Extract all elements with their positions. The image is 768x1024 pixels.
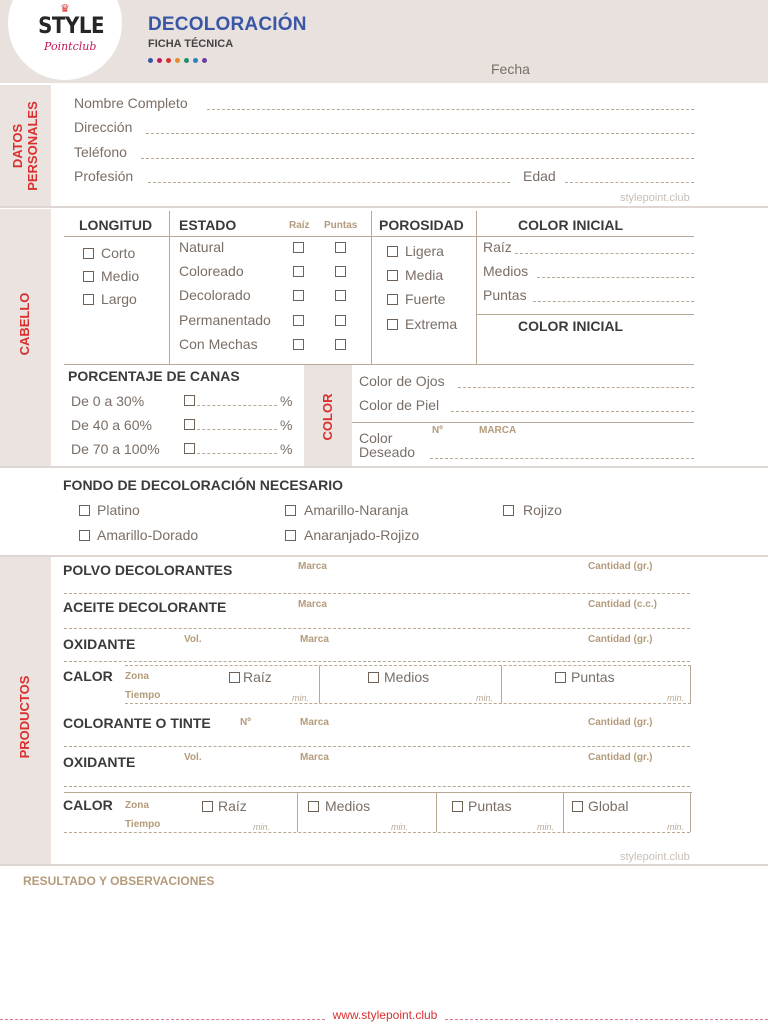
- table-col-divider: [169, 211, 170, 364]
- marca-label: Marca: [300, 717, 329, 728]
- zone-divider: [690, 666, 691, 703]
- canas-unit: %: [280, 417, 293, 433]
- color-dot: [193, 58, 198, 63]
- zone-divider: [319, 666, 320, 703]
- min-label: min.: [537, 822, 555, 832]
- canas-option: De 70 a 100%: [71, 441, 160, 457]
- page-title: DECOLORACIÓN: [148, 14, 307, 35]
- zona-option: Medios: [384, 669, 430, 685]
- nombre-field[interactable]: [207, 109, 694, 110]
- min-label: min.: [292, 693, 310, 703]
- checkbox-rojizo[interactable]: [503, 505, 514, 516]
- longitud-option: Corto: [101, 245, 136, 261]
- direccion-label: Dirección: [74, 119, 133, 135]
- oxidante-label: OXIDANTE: [63, 636, 136, 652]
- checkbox-coloreado-raiz[interactable]: [293, 266, 304, 277]
- table-rule: [352, 422, 694, 423]
- checkbox-amarillo-dorado[interactable]: [79, 530, 90, 541]
- longitud-option: Largo: [101, 291, 137, 307]
- canas-field-40-60[interactable]: [197, 429, 277, 430]
- checkbox-mechas-raiz[interactable]: [293, 339, 304, 350]
- canas-option: De 40 a 60%: [71, 417, 152, 433]
- tiempo-label: Tiempo: [125, 819, 161, 830]
- aceite-field[interactable]: [64, 628, 690, 629]
- porosidad-option: Fuerte: [405, 291, 446, 307]
- checkbox-natural-puntas[interactable]: [335, 242, 346, 253]
- min-label: min.: [667, 693, 685, 703]
- color-dot: [175, 58, 180, 63]
- checkbox-ligera[interactable]: [387, 246, 398, 257]
- zona-option: Global: [588, 798, 629, 814]
- checkbox-permanentado-raiz[interactable]: [293, 315, 304, 326]
- zone-divider: [563, 793, 564, 832]
- polvo-label: POLVO DECOLORANTES: [63, 562, 233, 578]
- checkbox-mechas-puntas[interactable]: [335, 339, 346, 350]
- canas-unit: %: [280, 393, 293, 409]
- color-inicial-puntas-field[interactable]: [533, 301, 694, 302]
- divider: [0, 466, 768, 468]
- cantidad-label: Cantidad (gr.): [588, 561, 653, 572]
- aceite-label: ACEITE DECOLORANTE: [63, 599, 227, 615]
- table-col-divider: [371, 211, 372, 364]
- oxidante-field[interactable]: [64, 661, 690, 662]
- color-inicial-title: COLOR INICIAL: [518, 217, 623, 233]
- zone-divider: [436, 793, 437, 832]
- checkbox-permanentado-puntas[interactable]: [335, 315, 346, 326]
- checkbox-calor2-raiz[interactable]: [202, 801, 213, 812]
- edad-field[interactable]: [565, 182, 694, 183]
- checkbox-medio[interactable]: [83, 271, 94, 282]
- colorante-field[interactable]: [64, 746, 690, 747]
- color-deseado-marca: MARCA: [479, 425, 517, 436]
- zona-option: Puntas: [468, 798, 512, 814]
- cantidad-label: Cantidad (gr.): [588, 634, 653, 645]
- checkbox-fuerte[interactable]: [387, 294, 398, 305]
- polvo-field[interactable]: [64, 593, 690, 594]
- calor-time-field[interactable]: [125, 703, 691, 704]
- footer-url[interactable]: www.stylepoint.club: [332, 1008, 438, 1022]
- section-label-datos: [10, 86, 40, 206]
- canas-field-70-100[interactable]: [197, 453, 277, 454]
- section-label-line1: DATOS: [10, 123, 25, 169]
- fondo-option: Amarillo-Naranja: [304, 502, 409, 518]
- checkbox-corto[interactable]: [83, 248, 94, 259]
- canas-title: PORCENTAJE DE CANAS: [68, 368, 240, 384]
- cantidad-label: Cantidad (c.c.): [588, 599, 657, 610]
- min-label: min.: [476, 693, 494, 703]
- checkbox-media[interactable]: [387, 270, 398, 281]
- min-label: min.: [391, 822, 409, 832]
- zona-label: Zona: [125, 671, 149, 682]
- footer-rule-right: [445, 1019, 768, 1020]
- table-rule: [64, 364, 694, 365]
- checkbox-largo[interactable]: [83, 294, 94, 305]
- marca-label: Marca: [298, 599, 327, 610]
- estado-title: ESTADO: [179, 217, 237, 233]
- footer-rule-left: [0, 1019, 325, 1020]
- color-dot: [148, 58, 153, 63]
- color-dot: [157, 58, 162, 63]
- resultado-title: RESULTADO Y OBSERVACIONES: [23, 874, 215, 888]
- watermark: stylepoint.club: [620, 851, 690, 863]
- marca-label: Marca: [300, 634, 329, 645]
- colorante-label: COLORANTE O TINTE: [63, 715, 211, 731]
- color-inicial-medios-label: Medios: [483, 263, 529, 279]
- checkbox-amarillo-naranja[interactable]: [285, 505, 296, 516]
- porosidad-option: Ligera: [405, 243, 444, 259]
- canas-unit: %: [280, 441, 293, 457]
- checkbox-calor2-puntas[interactable]: [452, 801, 463, 812]
- zone-divider: [690, 793, 691, 832]
- page-subtitle: FICHA TÉCNICA: [148, 38, 234, 50]
- section-label-line2: PERSONALES: [25, 101, 40, 191]
- canas-option: De 0 a 30%: [71, 393, 145, 409]
- checkbox-decolorado-puntas[interactable]: [335, 290, 346, 301]
- zona-label: Zona: [125, 800, 149, 811]
- watermark: stylepoint.club: [620, 192, 690, 204]
- estado-option: Con Mechas: [179, 336, 258, 352]
- zona-option: Medios: [325, 798, 371, 814]
- checkbox-calor1-puntas[interactable]: [555, 672, 566, 683]
- color-piel-label: Color de Piel: [359, 397, 440, 413]
- color-inicial-raiz-label: Raíz: [483, 239, 512, 255]
- fondo-option: Rojizo: [523, 502, 562, 518]
- calor-time-field[interactable]: [64, 832, 690, 833]
- marca-label: Marca: [300, 752, 329, 763]
- estado-col-raiz: Raíz: [289, 220, 310, 231]
- estado-col-puntas: Puntas: [324, 220, 358, 231]
- direccion-field[interactable]: [146, 133, 694, 134]
- fondo-option: Anaranjado-Rojizo: [304, 527, 420, 543]
- estado-option: Decolorado: [179, 287, 251, 303]
- checkbox-canas-40-60[interactable]: [184, 419, 195, 430]
- table-rule: [476, 314, 694, 315]
- checkbox-calor2-global[interactable]: [572, 801, 583, 812]
- checkbox-calor1-raiz[interactable]: [229, 672, 240, 683]
- profesion-label: Profesión: [74, 168, 134, 184]
- color-side-label: COLOR: [320, 393, 335, 441]
- cantidad-label: Cantidad (gr.): [588, 717, 653, 728]
- color-inicial-puntas-label: Puntas: [483, 287, 527, 303]
- color-dot: [166, 58, 171, 63]
- fondo-option: Amarillo-Dorado: [97, 527, 199, 543]
- porosidad-option: Extrema: [405, 316, 458, 332]
- color-piel-field[interactable]: [451, 411, 694, 412]
- checkbox-canas-70-100[interactable]: [184, 443, 195, 454]
- checkbox-canas-0-30[interactable]: [184, 395, 195, 406]
- table-rule: [64, 236, 694, 237]
- vol-label: Vol.: [184, 752, 202, 763]
- color-deseado-label-1: Color: [359, 430, 393, 446]
- divider: [0, 864, 768, 866]
- section-label-productos: PRODUCTOS: [17, 675, 32, 759]
- longitud-option: Medio: [101, 268, 140, 284]
- table-col-divider: [476, 211, 477, 364]
- oxidante-field[interactable]: [64, 786, 690, 787]
- longitud-title: LONGITUD: [79, 217, 153, 233]
- checkbox-platino[interactable]: [79, 505, 90, 516]
- checkbox-calor1-medios[interactable]: [368, 672, 379, 683]
- fondo-title: FONDO DE DECOLORACIÓN NECESARIO: [63, 477, 344, 493]
- zone-divider: [297, 793, 298, 832]
- marca-label: Marca: [298, 561, 327, 572]
- logo-script: Pointclub: [44, 40, 97, 53]
- divider: [0, 206, 768, 208]
- profesion-field[interactable]: [148, 182, 510, 183]
- oxidante-label: OXIDANTE: [63, 754, 136, 770]
- canas-field-0-30[interactable]: [197, 405, 277, 406]
- date-label: Fecha: [491, 61, 530, 77]
- divider: [0, 555, 768, 557]
- color-dot: [184, 58, 189, 63]
- checkbox-calor2-medios[interactable]: [308, 801, 319, 812]
- no-label: Nº: [240, 717, 251, 728]
- table-rule: [64, 792, 692, 793]
- checkbox-natural-raiz[interactable]: [293, 242, 304, 253]
- zona-option: Puntas: [571, 669, 615, 685]
- zona-option: Raíz: [218, 798, 247, 814]
- vol-label: Vol.: [184, 634, 202, 645]
- edad-label: Edad: [523, 168, 556, 184]
- calor-label: CALOR: [63, 797, 113, 813]
- checkbox-extrema[interactable]: [387, 319, 398, 330]
- section-label-cabello: CABELLO: [17, 292, 32, 356]
- telefono-label: Teléfono: [74, 144, 127, 160]
- checkbox-coloreado-puntas[interactable]: [335, 266, 346, 277]
- zona-option: Raíz: [243, 669, 272, 685]
- fondo-option: Platino: [97, 502, 140, 518]
- estado-option: Natural: [179, 239, 225, 255]
- color-inicial-title-2: COLOR INICIAL: [518, 318, 623, 334]
- nombre-label: Nombre Completo: [74, 95, 188, 111]
- crown-icon: ♛: [60, 3, 70, 15]
- cantidad-label: Cantidad (gr.): [588, 752, 653, 763]
- checkbox-decolorado-raiz[interactable]: [293, 290, 304, 301]
- telefono-field[interactable]: [141, 158, 694, 159]
- porosidad-title: POROSIDAD: [379, 217, 464, 233]
- color-deseado-field[interactable]: [430, 458, 694, 459]
- color-ojos-field[interactable]: [458, 387, 694, 388]
- estado-option: Coloreado: [179, 263, 244, 279]
- checkbox-anaranjado-rojizo[interactable]: [285, 530, 296, 541]
- calor-label: CALOR: [63, 668, 113, 684]
- zone-divider: [501, 666, 502, 703]
- porosidad-option: Media: [405, 267, 444, 283]
- color-inicial-medios-field[interactable]: [537, 277, 694, 278]
- tiempo-label: Tiempo: [125, 690, 161, 701]
- min-label: min.: [253, 822, 271, 832]
- color-deseado-label-2: Deseado: [359, 444, 416, 460]
- color-deseado-no: Nº: [432, 425, 443, 436]
- color-dot: [202, 58, 207, 63]
- min-label: min.: [667, 822, 685, 832]
- color-inicial-raiz-field[interactable]: [515, 253, 694, 254]
- color-ojos-label: Color de Ojos: [359, 373, 445, 389]
- resultado-textarea[interactable]: [23, 892, 745, 1002]
- estado-option: Permanentado: [179, 312, 271, 328]
- logo-text: STYLE: [38, 14, 105, 39]
